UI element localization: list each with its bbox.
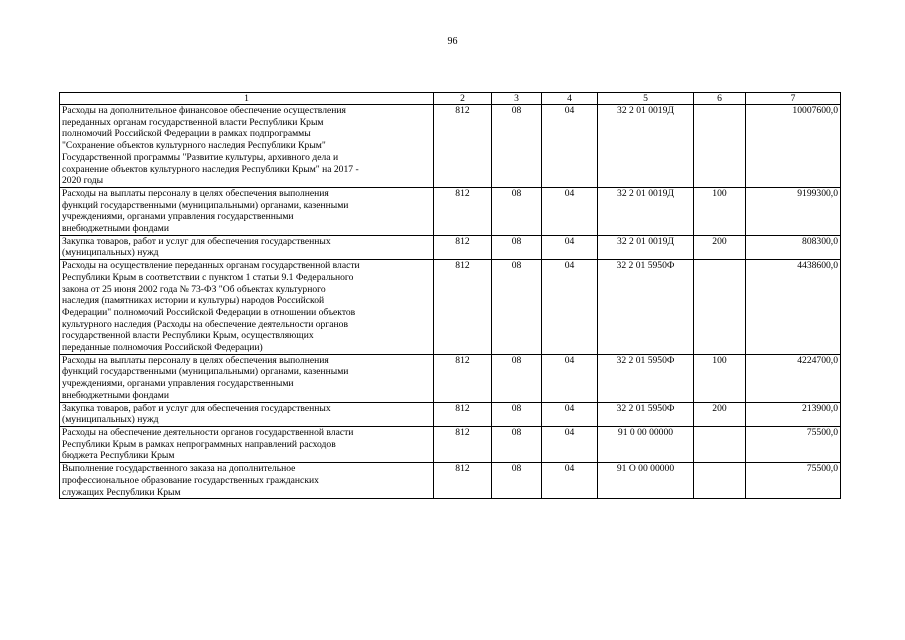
amount-cell: 213900,0 [746, 402, 841, 426]
subsection-code-cell: 04 [542, 105, 598, 188]
expense-name-line: наследия (памятниках истории и культуры) народов Российской [62, 295, 325, 307]
expense-name-cell [60, 235, 434, 259]
header-row [60, 93, 841, 105]
expense-name-line: Расходы на выплаты персоналу в целях обеспечения выполнения [62, 187, 329, 199]
expense-name-cell [60, 187, 434, 235]
expense-name-line: сохранение объектов культурного наследия Республики Крым" на 2017 - [62, 163, 359, 175]
expense-name-line: 2020 годы [62, 175, 104, 187]
amount-cell: 75500,0 [746, 426, 841, 462]
table-row [60, 463, 841, 499]
ministry-code-cell: 812 [434, 235, 492, 259]
column-header: 2 [434, 93, 492, 105]
expense-name-line: переданных органам государственной власти Республики Крым [62, 116, 324, 128]
subsection-code-cell: 04 [542, 354, 598, 402]
section-code-cell: 08 [492, 426, 542, 462]
table-row [60, 105, 841, 188]
expense-name-line: (муниципальных) нужд [62, 247, 159, 259]
target-article-cell: 32 2 01 0019Д [598, 235, 694, 259]
expense-name-cell [60, 463, 434, 499]
expense-name-line: Расходы на обеспечение деятельности органов государственной власти [62, 426, 354, 438]
expense-name-line: Закупка товаров, работ и услуг для обеспечения государственных [62, 402, 331, 414]
expense-name-line: Государственной программы "Развитие культуры, архивного дела и [62, 151, 339, 163]
target-article-cell: 32 2 01 0019Д [598, 105, 694, 188]
amount-cell: 4224700,0 [746, 354, 841, 402]
expense-name-line: Выполнение государственного заказа на дополнительное [62, 463, 296, 475]
section-code-cell: 08 [492, 105, 542, 188]
amount-cell: 9199300,0 [746, 187, 841, 235]
expense-name-line: переданные полномочия Российской Федерации) [62, 342, 263, 354]
expense-name-line: функций государственными (муниципальными) органами, казенными [62, 199, 349, 211]
expense-name-line: Расходы на осуществление переданных органам государственной власти [62, 260, 360, 272]
column-header: 7 [746, 93, 841, 105]
expense-name-cell [60, 426, 434, 462]
subsection-code-cell: 04 [542, 235, 598, 259]
expense-name-line: полномочий Российской Федерации в рамках подпрограммы [62, 128, 311, 140]
target-article-cell: 32 2 01 5950Ф [598, 354, 694, 402]
amount-cell: 808300,0 [746, 235, 841, 259]
target-article-cell: 32 2 01 0019Д [598, 187, 694, 235]
ministry-code-cell: 812 [434, 402, 492, 426]
column-header: 1 [60, 93, 434, 105]
expense-name-cell [60, 105, 434, 188]
expense-name-cell [60, 354, 434, 402]
table-row [60, 235, 841, 259]
subsection-code-cell: 04 [542, 187, 598, 235]
expense-name-line: Федерации" полномочий Российской Федерации в отношении объектов [62, 306, 356, 318]
ministry-code-cell: 812 [434, 260, 492, 355]
expense-type-cell: 100 [694, 187, 746, 235]
expense-name-line: служащих Республики Крым [62, 486, 181, 498]
section-code-cell: 08 [492, 187, 542, 235]
amount-cell: 75500,0 [746, 463, 841, 499]
expense-name-cell [60, 260, 434, 355]
expense-type-cell: 200 [694, 235, 746, 259]
expense-name-line: бюджета Республики Крым [62, 450, 175, 462]
subsection-code-cell: 04 [542, 260, 598, 355]
expense-name-line: Закупка товаров, работ и услуг для обеспечения государственных [62, 235, 331, 247]
table-row [60, 354, 841, 402]
expense-name-line: Республики Крым в соответствии с пунктом 1 статьи 9.1 Федерального [62, 271, 354, 283]
column-header: 5 [598, 93, 694, 105]
section-code-cell: 08 [492, 235, 542, 259]
expense-name-line: профессиональное образование государственных гражданских [62, 474, 319, 486]
subsection-code-cell: 04 [542, 402, 598, 426]
section-code-cell: 08 [492, 260, 542, 355]
expense-name-line: внебюджетными фондами [62, 389, 169, 401]
expense-type-cell: 200 [694, 402, 746, 426]
column-header: 6 [694, 93, 746, 105]
section-code-cell: 08 [492, 402, 542, 426]
expense-name-line: Расходы на выплаты персоналу в целях обеспечения выполнения [62, 354, 329, 366]
expense-name-line: культурного наследия (Расходы на обеспечение деятельности органов [62, 318, 348, 330]
budget-table [59, 92, 841, 499]
page-number: 96 [447, 36, 458, 47]
ministry-code-cell: 812 [434, 354, 492, 402]
expense-name-line: учреждениями, органами управления государственными [62, 378, 294, 390]
expense-name-line: "Сохранение объектов культурного наследия Республики Крым" [62, 140, 326, 152]
expense-name-line: учреждениями, органами управления государственными [62, 211, 294, 223]
ministry-code-cell: 812 [434, 187, 492, 235]
expense-name-line: государственной власти Республики Крым, осуществляющих [62, 330, 314, 342]
expense-type-cell [694, 260, 746, 355]
amount-cell: 10007600,0 [746, 105, 841, 188]
target-article-cell: 91 О 00 00000 [598, 463, 694, 499]
section-code-cell: 08 [492, 354, 542, 402]
expense-name-line: функций государственными (муниципальными) органами, казенными [62, 366, 349, 378]
table-row [60, 260, 841, 355]
amount-cell: 4438600,0 [746, 260, 841, 355]
ministry-code-cell: 812 [434, 463, 492, 499]
subsection-code-cell: 04 [542, 463, 598, 499]
ministry-code-cell: 812 [434, 105, 492, 188]
target-article-cell: 32 2 01 5950Ф [598, 402, 694, 426]
expense-name-line: Расходы на дополнительное финансовое обеспечение осуществления [62, 105, 346, 116]
subsection-code-cell: 04 [542, 426, 598, 462]
expense-name-line: Республики Крым в рамках непрограммных направлений расходов [62, 438, 336, 450]
expense-name-line: внебюджетными фондами [62, 223, 169, 235]
table-row [60, 402, 841, 426]
expense-type-cell [694, 426, 746, 462]
expense-type-cell [694, 105, 746, 188]
ministry-code-cell: 812 [434, 426, 492, 462]
table-row [60, 426, 841, 462]
column-header: 4 [542, 93, 598, 105]
expense-name-line: (муниципальных) нужд [62, 414, 159, 426]
target-article-cell: 91 0 00 00000 [598, 426, 694, 462]
column-header: 3 [492, 93, 542, 105]
expense-name-line: закона от 25 июня 2002 года № 73-ФЗ "Об объектах культурного [62, 283, 326, 295]
section-code-cell: 08 [492, 463, 542, 499]
expense-name-cell [60, 402, 434, 426]
expense-type-cell: 100 [694, 354, 746, 402]
expense-type-cell [694, 463, 746, 499]
target-article-cell: 32 2 01 5950Ф [598, 260, 694, 355]
table-row [60, 187, 841, 235]
